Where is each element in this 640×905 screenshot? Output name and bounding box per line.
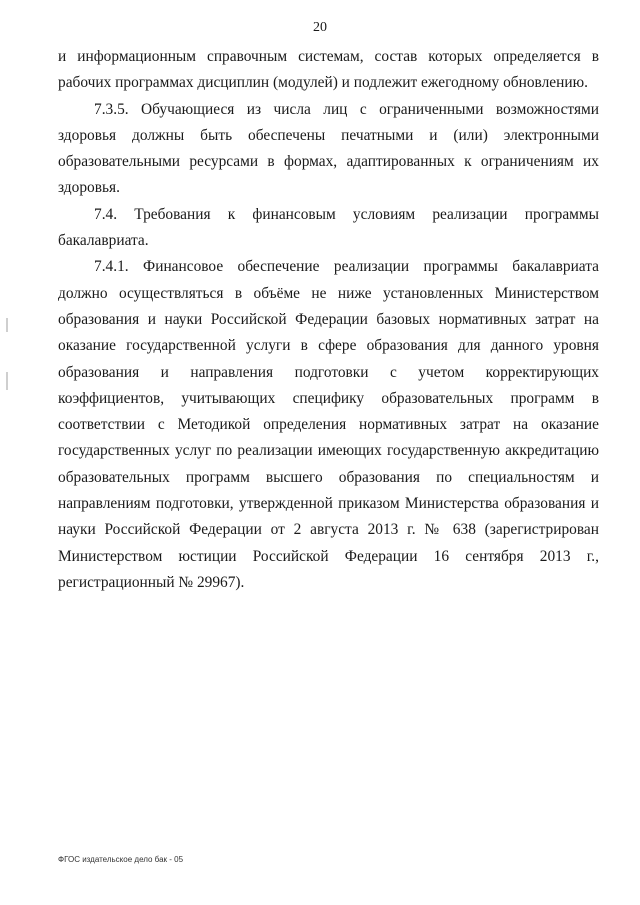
scan-edge-mark — [6, 372, 8, 390]
page-footer: ФГОС издательское дело бак - 05 — [58, 855, 184, 864]
paragraph-7-4: 7.4. Требования к финансовым условиям реализации программы бакалавриата. — [58, 205, 599, 250]
page-number: 20 — [313, 20, 327, 35]
paragraph-7-3-5: 7.3.5. Обучающиеся из числа лиц с ограниченными возможностями здоровья должны быть обеспечены печатными и (или) электронными образовательными ресурсами в формах, адаптированных к ограничениям их здоровья. — [58, 100, 599, 197]
paragraph-7-4-1: 7.4.1. Финансовое обеспечение реализации программы бакалавриата должно осуществляться в объёме не ниже установленных Министерством образования и науки Российской Федерации базовых нормативных затрат на оказание государственной услуги в сфере образования для данного уровня образования и направления подготовки с учетом корректирующих коэффициентов, учитывающих специфику образовательных программ в соответствии с Методикой определения нормативных затрат на оказание государственных услуг по реализации имеющих государственную аккредитацию образовательных программ высшего образования по специальностям и направлениям подготовки, утвержденной приказом Министерства образования и науки Российской Федерации от 2 августа 2013 г. № 638 (зарегистрирован Министерством юстиции Российской Федерации 16 сентября 2013 г., регистрационный № 29967). — [58, 258, 599, 591]
scan-edge-mark — [6, 318, 8, 332]
document-body — [58, 44, 599, 596]
paragraph-continuation: и информационным справочным системам, состав которых определяется в рабочих программах дисциплин (модулей) и подлежит ежегодному обновлению. — [58, 48, 599, 92]
